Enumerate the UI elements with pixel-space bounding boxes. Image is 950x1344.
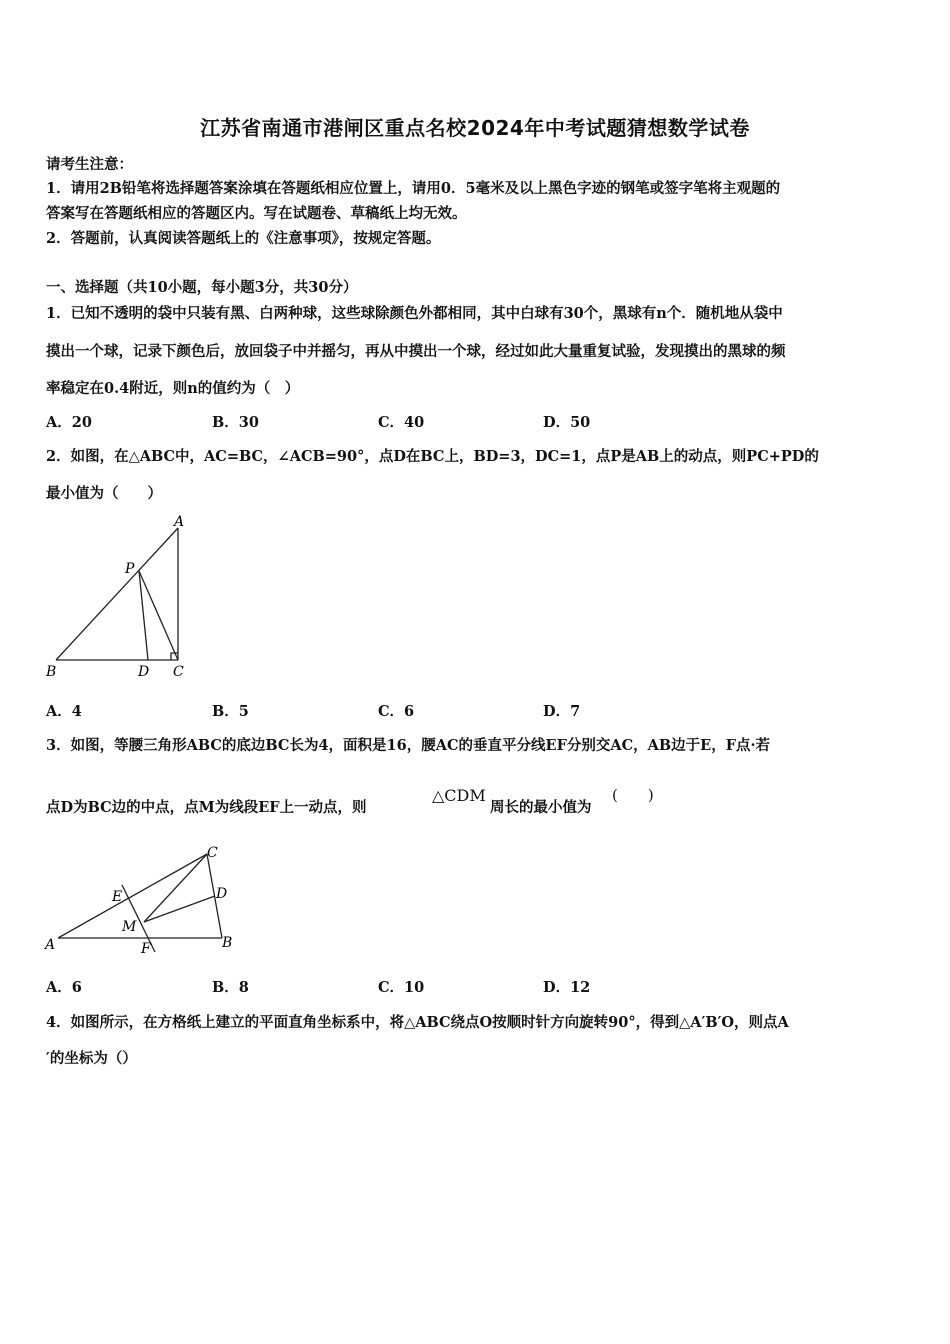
q1-line-1: 1．已知不透明的袋中只装有黑、白两种球，这些球除颜色外都相同，其中白球有30个，黑球有n个．随机地从袋中 — [46, 305, 783, 322]
q2-segment-pc — [139, 571, 178, 660]
q2-option-d: D．7 — [543, 703, 581, 720]
q3-segment-cm — [144, 854, 207, 922]
notice-heading: 请考生注意： — [46, 156, 133, 173]
q1-option-d: D．50 — [543, 414, 591, 431]
q3-line-2-end: 周长的最小值为 — [490, 799, 592, 816]
q1-option-c: C．40 — [378, 414, 425, 431]
q4-line-2: ′的坐标为（） — [46, 1050, 137, 1067]
q2-segment-ab — [56, 528, 178, 660]
q3-label-e: E — [112, 889, 123, 905]
q2-option-b: B．5 — [212, 703, 249, 720]
q3-line-2-start: 点D为BC边的中点，点M为线段EF上一动点，则 — [46, 799, 367, 816]
q3-label-b: B — [222, 935, 233, 951]
q3-option-c: C．10 — [378, 979, 425, 996]
q3-label-c: C — [207, 845, 218, 861]
q2-option-c: C．6 — [378, 703, 415, 720]
section-heading: 一、选择题（共10小题，每小题3分，共30分） — [46, 279, 358, 296]
q2-label-a: A — [174, 514, 185, 530]
q2-label-d: D — [138, 664, 150, 680]
q3-option-d: D．12 — [543, 979, 591, 996]
q2-line-1: 2．如图，在△ABC中，AC=BC，∠ACB=90°，点D在BC上，BD=3，DC=1，点P是AB上的动点，则PC+PD的 — [46, 448, 819, 465]
notice-line-1: 1．请用2B铅笔将选择题答案涂填在答题纸相应位置上，请用0．5毫米及以上黑色字迹的钢笔或签字笔将主观题的 — [46, 180, 781, 197]
q2-label-c: C — [173, 664, 184, 680]
q2-segment-pd — [139, 571, 148, 660]
q2-label-p: P — [125, 561, 135, 577]
page-title: 江苏省南通市港闸区重点名校2024年中考试题猜想数学试卷 — [200, 116, 750, 140]
q3-label-m: M — [122, 919, 137, 935]
q1-option-b: B．30 — [212, 414, 259, 431]
q3-answer-paren: ( ) — [612, 786, 654, 804]
q1-option-a: A．20 — [46, 414, 92, 431]
q3-line-1: 3．如图，等腰三角形ABC的底边BC长为4，面积是16，腰AC的垂直平分线EF分别交AC，AB边于E，F点·若 — [46, 737, 771, 754]
q3-option-b: B．8 — [212, 979, 249, 996]
q2-line-2: 最小值为（ ） — [46, 485, 162, 502]
notice-line-2: 答案写在答题纸相应的答题区内。写在试题卷、草稿纸上均无效。 — [46, 205, 467, 222]
q4-line-1: 4．如图所示，在方格纸上建立的平面直角坐标系中，将△ABC绕点O按顺时针方向旋转90°，得到△A′B′O，则点A — [46, 1014, 789, 1031]
q3-triangle-figure — [40, 840, 250, 965]
q3-label-d: D — [216, 886, 228, 902]
q3-label-f: F — [141, 941, 151, 957]
q2-triangle-figure — [40, 512, 200, 682]
q3-cdm-symbol: △CDM — [432, 786, 486, 805]
q1-line-2: 摸出一个球，记录下颜色后，放回袋子中并摇匀，再从中摸出一个球，经过如此大量重复试验，发现摸出的黑球的频 — [46, 343, 786, 360]
q2-option-a: A．4 — [46, 703, 82, 720]
q3-option-a: A．6 — [46, 979, 82, 996]
notice-line-3: 2．答题前，认真阅读答题纸上的《注意事项》，按规定答题。 — [46, 230, 441, 247]
q3-label-a: A — [45, 937, 56, 953]
q1-line-3: 率稳定在0.4附近，则n的值约为（ ） — [46, 380, 300, 397]
q2-label-b: B — [46, 664, 57, 680]
q3-segment-dm — [144, 896, 215, 922]
